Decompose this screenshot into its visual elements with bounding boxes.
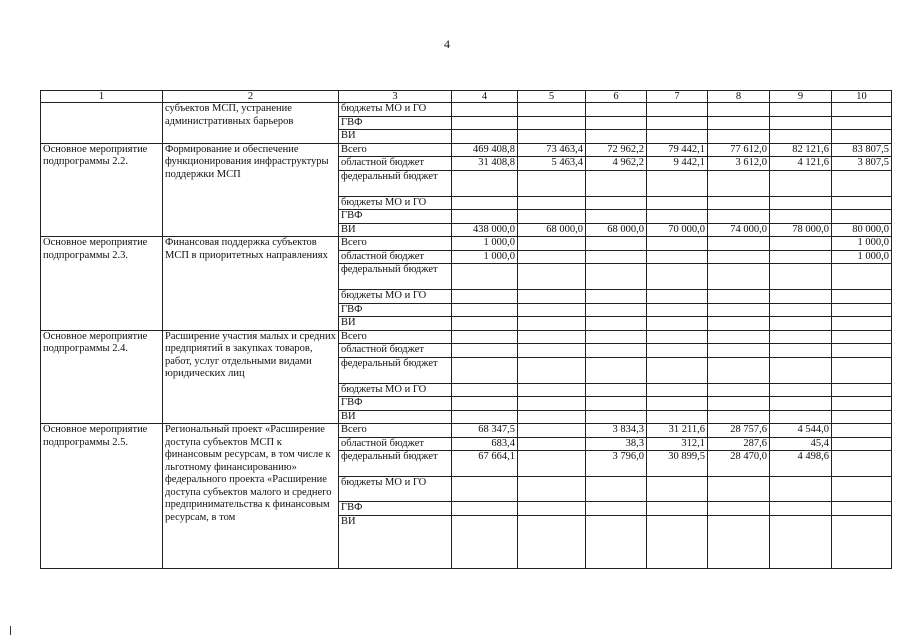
value-cell <box>586 303 647 317</box>
value-cell: 4 962,2 <box>586 157 647 171</box>
value-cell <box>770 264 832 290</box>
value-cell <box>452 344 518 358</box>
value-cell <box>708 357 770 383</box>
value-cell <box>770 515 832 568</box>
value-cell: 30 899,5 <box>647 451 708 477</box>
value-cell <box>518 477 586 502</box>
value-cell <box>708 210 770 224</box>
value-cell: 1 000,0 <box>452 237 518 251</box>
value-cell <box>647 116 708 130</box>
value-cell: 9 442,1 <box>647 157 708 171</box>
value-cell <box>518 130 586 144</box>
value-cell <box>452 303 518 317</box>
value-cell <box>708 250 770 264</box>
value-cell <box>586 502 647 516</box>
value-cell <box>708 502 770 516</box>
value-cell <box>452 264 518 290</box>
value-cell <box>452 502 518 516</box>
value-cell <box>770 290 832 304</box>
value-cell <box>518 317 586 331</box>
value-cell <box>708 410 770 424</box>
table-row <box>41 143 892 157</box>
value-cell <box>832 170 892 196</box>
column-header: 3 <box>339 91 452 103</box>
value-cell: 68 347,5 <box>452 424 518 438</box>
value-cell: 83 807,5 <box>832 143 892 157</box>
value-cell <box>647 303 708 317</box>
header-row <box>41 91 892 103</box>
value-cell <box>708 103 770 117</box>
value-cell <box>708 330 770 344</box>
value-cell <box>518 451 586 477</box>
value-cell: 3 796,0 <box>586 451 647 477</box>
value-cell <box>518 344 586 358</box>
funding-source: Всего <box>339 143 452 157</box>
value-cell: 1 000,0 <box>832 250 892 264</box>
value-cell: 82 121,6 <box>770 143 832 157</box>
value-cell <box>770 130 832 144</box>
value-cell <box>832 424 892 438</box>
value-cell <box>770 383 832 397</box>
value-cell <box>647 502 708 516</box>
value-cell <box>708 477 770 502</box>
value-cell <box>586 410 647 424</box>
value-cell <box>770 303 832 317</box>
value-cell <box>586 317 647 331</box>
value-cell: 68 000,0 <box>518 223 586 237</box>
value-cell: 72 962,2 <box>586 143 647 157</box>
table-row <box>41 103 892 117</box>
value-cell: 31 211,6 <box>647 424 708 438</box>
value-cell <box>770 250 832 264</box>
funding-source: федеральный бюджет <box>339 357 452 383</box>
column-header: 7 <box>647 91 708 103</box>
value-cell <box>518 116 586 130</box>
value-cell: 1 000,0 <box>832 237 892 251</box>
value-cell <box>832 330 892 344</box>
table-row <box>41 330 892 344</box>
column-header: 9 <box>770 91 832 103</box>
value-cell <box>518 383 586 397</box>
value-cell <box>586 210 647 224</box>
activity-description: Формирование и обеспечение функционирования инфраструктуры поддержки МСП <box>163 143 339 237</box>
scan-mark <box>10 626 11 635</box>
value-cell <box>586 103 647 117</box>
value-cell <box>586 170 647 196</box>
value-cell <box>647 103 708 117</box>
value-cell: 4 544,0 <box>770 424 832 438</box>
value-cell <box>832 437 892 451</box>
funding-source: ГВФ <box>339 397 452 411</box>
value-cell: 78 000,0 <box>770 223 832 237</box>
value-cell <box>586 344 647 358</box>
value-cell: 287,6 <box>708 437 770 451</box>
value-cell <box>452 103 518 117</box>
value-cell <box>770 210 832 224</box>
value-cell <box>586 330 647 344</box>
value-cell <box>518 170 586 196</box>
value-cell <box>586 357 647 383</box>
funding-source: ВИ <box>339 515 452 568</box>
value-cell <box>586 130 647 144</box>
funding-source: Всего <box>339 237 452 251</box>
value-cell <box>586 290 647 304</box>
activity-name: Основное мероприятие подпрограммы 2.4. <box>41 330 163 424</box>
value-cell <box>647 210 708 224</box>
funding-source: бюджеты МО и ГО <box>339 290 452 304</box>
value-cell <box>647 130 708 144</box>
value-cell <box>770 196 832 210</box>
value-cell <box>647 264 708 290</box>
funding-source: бюджеты МО и ГО <box>339 477 452 502</box>
value-cell: 683,4 <box>452 437 518 451</box>
value-cell: 70 000,0 <box>647 223 708 237</box>
value-cell <box>832 317 892 331</box>
funding-source: ВИ <box>339 130 452 144</box>
value-cell <box>586 116 647 130</box>
funding-source: областной бюджет <box>339 344 452 358</box>
value-cell <box>832 130 892 144</box>
value-cell <box>518 330 586 344</box>
value-cell <box>708 383 770 397</box>
value-cell: 45,4 <box>770 437 832 451</box>
column-header: 2 <box>163 91 339 103</box>
value-cell: 3 612,0 <box>708 157 770 171</box>
funding-source: федеральный бюджет <box>339 264 452 290</box>
value-cell: 73 463,4 <box>518 143 586 157</box>
funding-source: Всего <box>339 330 452 344</box>
value-cell: 469 408,8 <box>452 143 518 157</box>
value-cell <box>832 344 892 358</box>
value-cell <box>452 410 518 424</box>
value-cell <box>518 103 586 117</box>
value-cell <box>832 103 892 117</box>
value-cell <box>832 290 892 304</box>
value-cell <box>770 344 832 358</box>
activity-description: Финансовая поддержка субъектов МСП в приоритетных направлениях <box>163 237 339 331</box>
funding-source: Всего <box>339 424 452 438</box>
funding-source: бюджеты МО и ГО <box>339 383 452 397</box>
value-cell <box>452 515 518 568</box>
value-cell: 1 000,0 <box>452 250 518 264</box>
value-cell <box>452 170 518 196</box>
value-cell <box>647 170 708 196</box>
value-cell <box>832 477 892 502</box>
value-cell <box>452 116 518 130</box>
funding-source: бюджеты МО и ГО <box>339 103 452 117</box>
funding-source: бюджеты МО и ГО <box>339 196 452 210</box>
value-cell <box>832 397 892 411</box>
value-cell <box>586 383 647 397</box>
value-cell <box>708 130 770 144</box>
value-cell <box>452 330 518 344</box>
value-cell <box>452 477 518 502</box>
value-cell: 77 612,0 <box>708 143 770 157</box>
value-cell <box>586 397 647 411</box>
value-cell: 28 757,6 <box>708 424 770 438</box>
value-cell <box>708 170 770 196</box>
value-cell <box>518 357 586 383</box>
funding-source: федеральный бюджет <box>339 170 452 196</box>
column-header: 6 <box>586 91 647 103</box>
budget-table <box>40 90 892 569</box>
value-cell <box>518 515 586 568</box>
value-cell <box>708 317 770 331</box>
value-cell <box>452 196 518 210</box>
value-cell <box>452 130 518 144</box>
column-header: 10 <box>832 91 892 103</box>
value-cell <box>647 344 708 358</box>
page-number: 4 <box>444 37 450 51</box>
activity-name: Основное мероприятие подпрограммы 2.5. <box>41 424 163 569</box>
value-cell <box>647 515 708 568</box>
value-cell <box>586 196 647 210</box>
value-cell <box>518 250 586 264</box>
value-cell <box>770 357 832 383</box>
value-cell <box>770 170 832 196</box>
funding-source: ВИ <box>339 223 452 237</box>
value-cell: 38,3 <box>586 437 647 451</box>
value-cell: 31 408,8 <box>452 157 518 171</box>
value-cell <box>647 290 708 304</box>
value-cell <box>452 383 518 397</box>
value-cell <box>770 410 832 424</box>
value-cell <box>708 264 770 290</box>
funding-source: ГВФ <box>339 116 452 130</box>
value-cell <box>832 357 892 383</box>
value-cell <box>518 410 586 424</box>
value-cell <box>518 290 586 304</box>
funding-source: ГВФ <box>339 502 452 516</box>
value-cell <box>452 357 518 383</box>
value-cell <box>586 250 647 264</box>
value-cell <box>832 210 892 224</box>
column-header: 8 <box>708 91 770 103</box>
value-cell <box>452 317 518 331</box>
value-cell <box>832 264 892 290</box>
value-cell <box>770 237 832 251</box>
value-cell <box>647 383 708 397</box>
value-cell <box>518 502 586 516</box>
value-cell <box>586 264 647 290</box>
funding-source: ВИ <box>339 410 452 424</box>
value-cell <box>647 477 708 502</box>
value-cell: 438 000,0 <box>452 223 518 237</box>
value-cell <box>452 397 518 411</box>
value-cell <box>452 210 518 224</box>
value-cell <box>708 290 770 304</box>
value-cell <box>518 210 586 224</box>
value-cell <box>647 397 708 411</box>
value-cell <box>770 477 832 502</box>
value-cell <box>586 237 647 251</box>
activity-description: Расширение участия малых и средних предприятий в закупках товаров, работ, услуг отдельными видами юридических лиц <box>163 330 339 424</box>
value-cell: 3 834,3 <box>586 424 647 438</box>
value-cell <box>647 357 708 383</box>
value-cell <box>586 515 647 568</box>
value-cell <box>708 344 770 358</box>
value-cell <box>708 196 770 210</box>
value-cell <box>647 250 708 264</box>
value-cell <box>832 116 892 130</box>
value-cell <box>770 116 832 130</box>
value-cell <box>518 397 586 411</box>
value-cell <box>586 477 647 502</box>
value-cell: 79 442,1 <box>647 143 708 157</box>
value-cell: 4 121,6 <box>770 157 832 171</box>
value-cell <box>832 196 892 210</box>
table-row <box>41 424 892 438</box>
value-cell: 67 664,1 <box>452 451 518 477</box>
value-cell <box>518 237 586 251</box>
value-cell <box>518 196 586 210</box>
value-cell <box>452 290 518 304</box>
value-cell: 28 470,0 <box>708 451 770 477</box>
value-cell <box>708 116 770 130</box>
activity-description: Региональный проект «Расширение доступа субъектов МСП к финансовым ресурсам, в том числе к льготному финансированию» федерального проекта «Расширение доступа субъектов малого и среднего предпринимательства к финансовым ресурсам, в том <box>163 424 339 569</box>
funding-source: областной бюджет <box>339 437 452 451</box>
value-cell <box>518 303 586 317</box>
column-header: 1 <box>41 91 163 103</box>
value-cell: 74 000,0 <box>708 223 770 237</box>
value-cell <box>647 196 708 210</box>
funding-source: ГВФ <box>339 303 452 317</box>
value-cell <box>647 330 708 344</box>
value-cell <box>518 264 586 290</box>
value-cell <box>832 451 892 477</box>
value-cell <box>832 410 892 424</box>
value-cell: 4 498,6 <box>770 451 832 477</box>
activity-description: субъектов МСП, устранение административных барьеров <box>163 103 339 144</box>
value-cell <box>832 383 892 397</box>
funding-source: ГВФ <box>339 210 452 224</box>
value-cell <box>832 303 892 317</box>
value-cell: 312,1 <box>647 437 708 451</box>
value-cell <box>708 303 770 317</box>
table-row <box>41 237 892 251</box>
value-cell: 5 463,4 <box>518 157 586 171</box>
value-cell <box>518 437 586 451</box>
funding-source: ВИ <box>339 317 452 331</box>
value-cell <box>708 397 770 411</box>
value-cell <box>770 397 832 411</box>
value-cell <box>770 330 832 344</box>
funding-source: федеральный бюджет <box>339 451 452 477</box>
value-cell <box>770 103 832 117</box>
funding-source: областной бюджет <box>339 250 452 264</box>
activity-name: Основное мероприятие подпрограммы 2.3. <box>41 237 163 331</box>
value-cell <box>647 410 708 424</box>
value-cell <box>647 317 708 331</box>
activity-name <box>41 103 163 144</box>
value-cell: 80 000,0 <box>832 223 892 237</box>
funding-source: областной бюджет <box>339 157 452 171</box>
value-cell: 68 000,0 <box>586 223 647 237</box>
value-cell <box>770 502 832 516</box>
value-cell <box>832 502 892 516</box>
value-cell <box>708 515 770 568</box>
activity-name: Основное мероприятие подпрограммы 2.2. <box>41 143 163 237</box>
column-header: 5 <box>518 91 586 103</box>
value-cell <box>708 237 770 251</box>
column-header: 4 <box>452 91 518 103</box>
value-cell <box>770 317 832 331</box>
value-cell <box>647 237 708 251</box>
value-cell: 3 807,5 <box>832 157 892 171</box>
value-cell <box>832 515 892 568</box>
value-cell <box>518 424 586 438</box>
